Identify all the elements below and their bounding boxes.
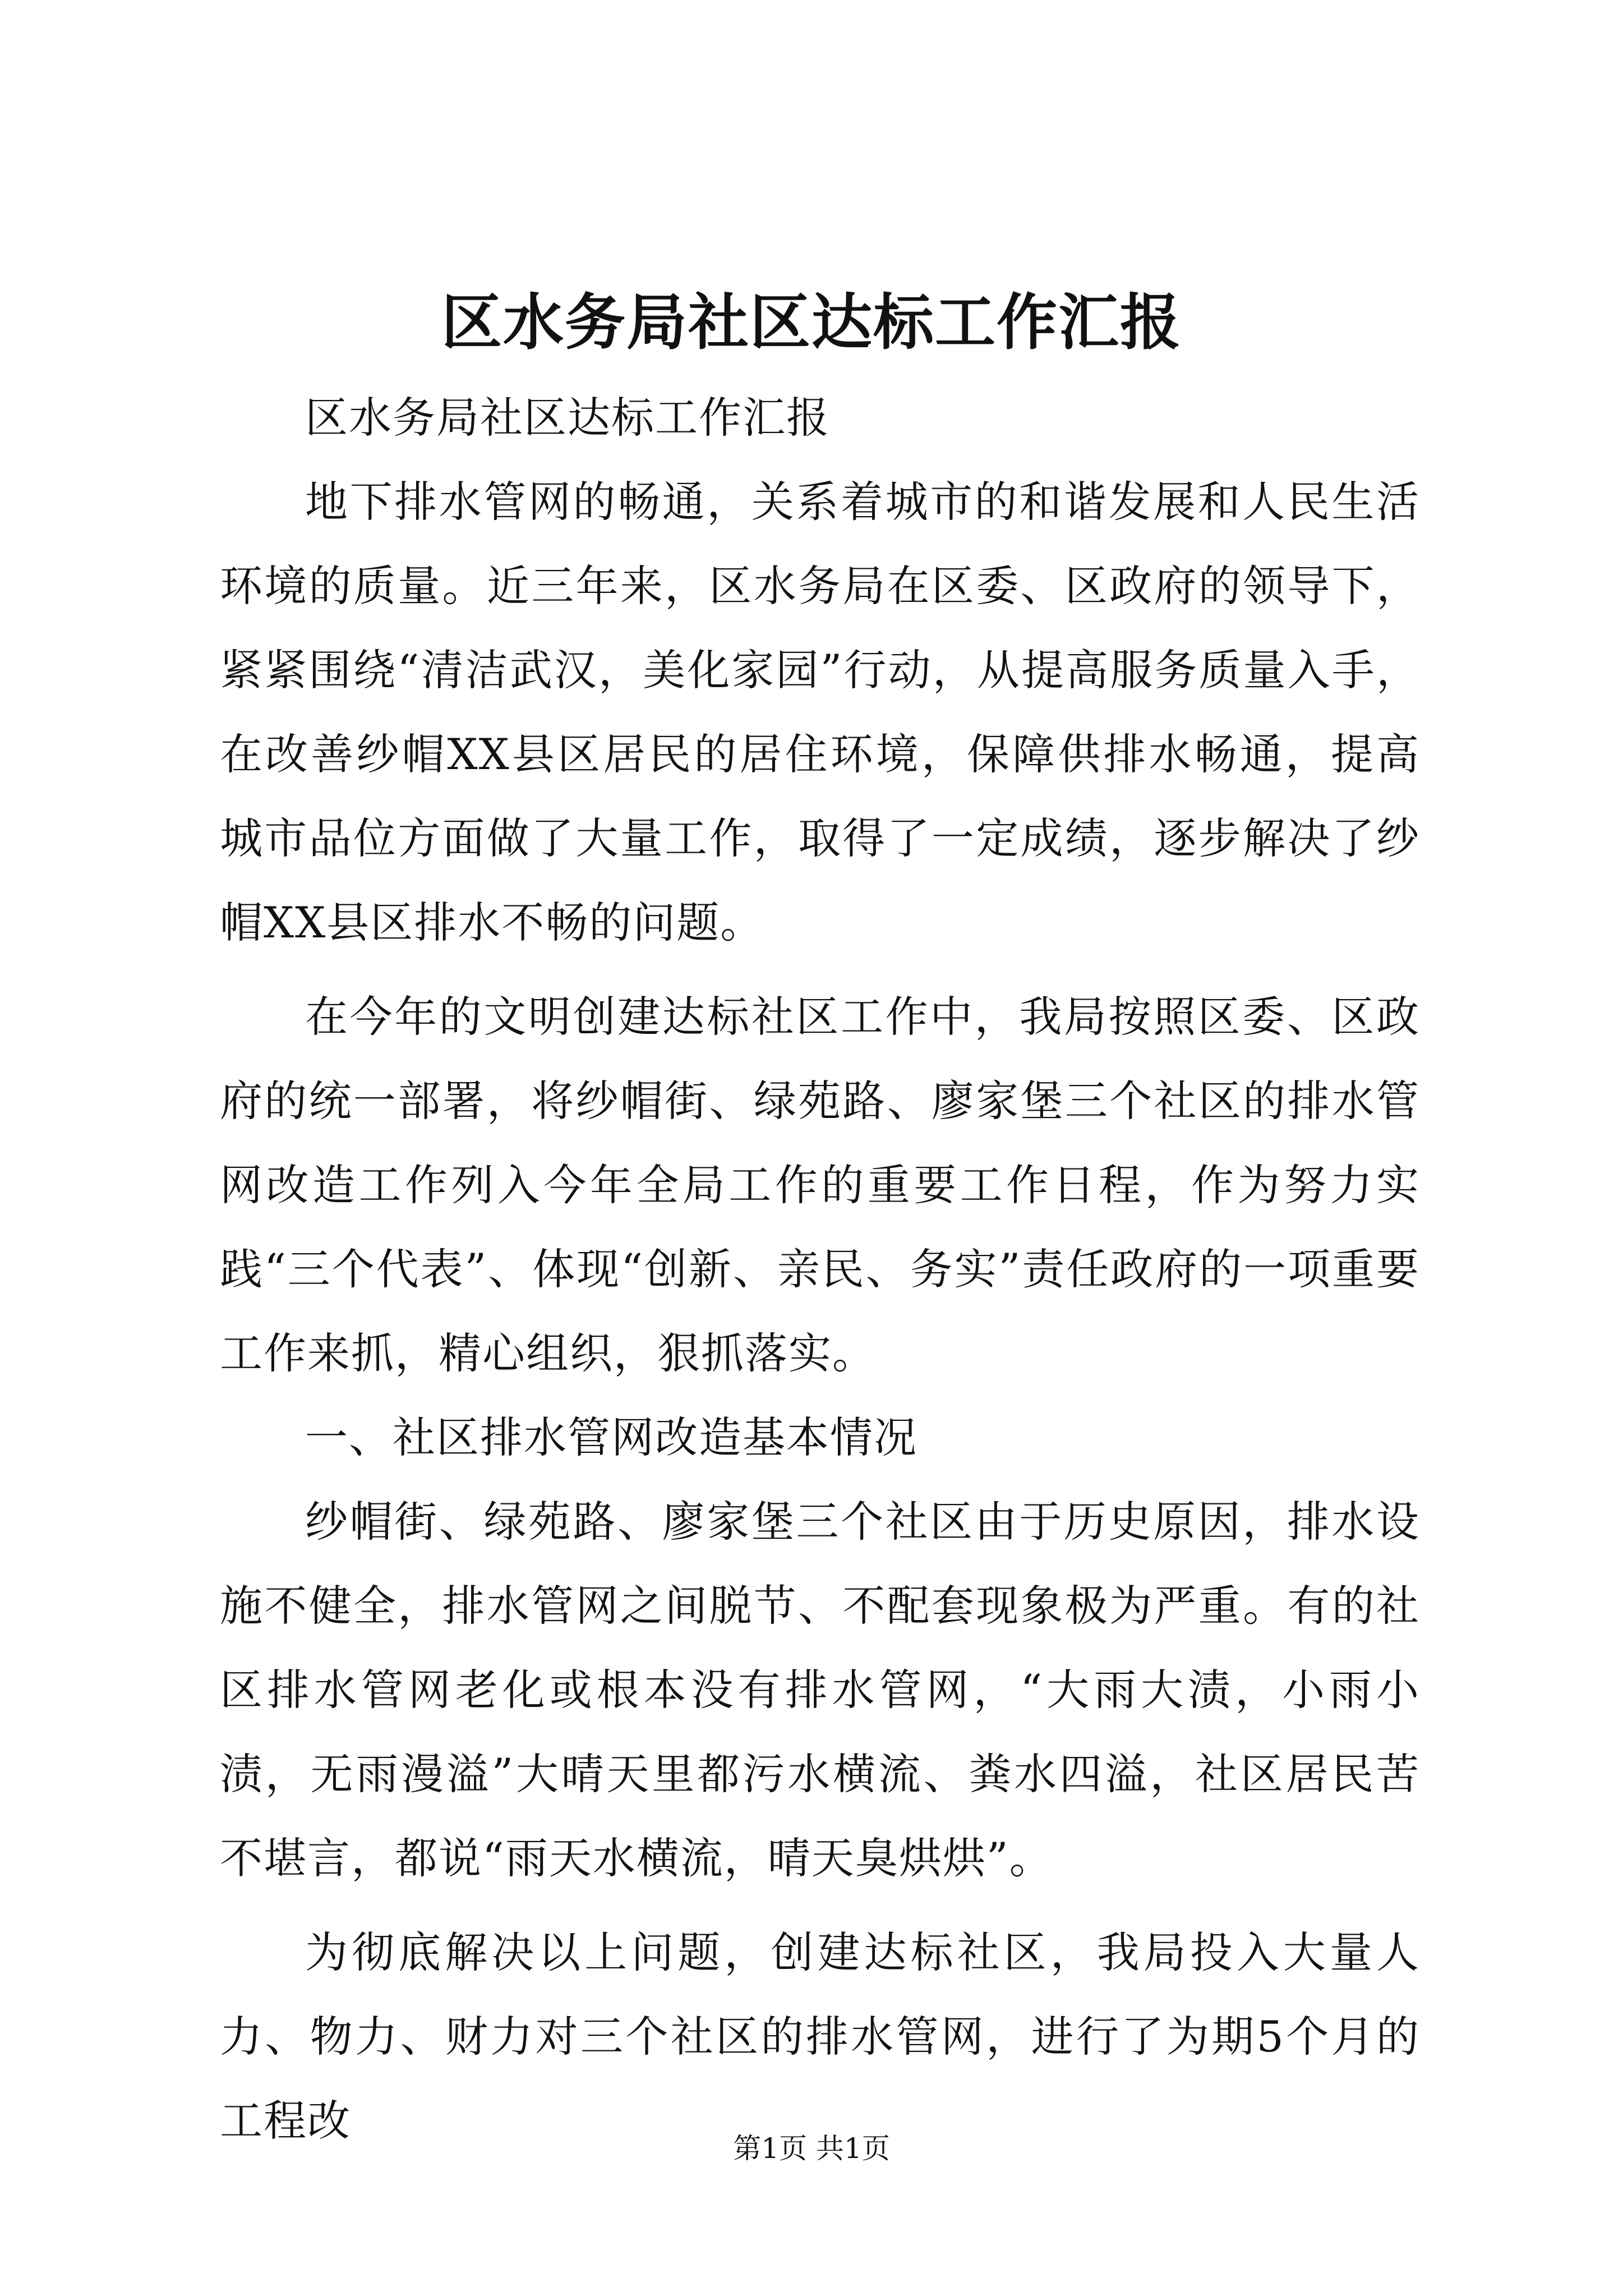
paragraph-deployment: 在今年的文明创建达标社区工作中，我局按照区委、区政府的统一部署，将纱帽街、绿苑路、廖家堡三个社区的排水管网改造工作列入今年全局工作的重要工作日程，作为努力实践“三个代表”、体现“创新、亲民、务实”责任政府的一项重要工作来抓，精心组织，狠抓落实。 xyxy=(220,992,1420,1378)
document-title: 区水务局社区达标工作汇报 xyxy=(441,287,1182,358)
page-footer xyxy=(0,2129,1623,2168)
paragraph-intro: 地下排水管网的畅通，关系着城市的和谐发展和人民生活环境的质量。近三年来，区水务局在区委、区政府的领导下，紧紧围绕“清洁武汉，美化家园”行动，从提高服务质量入手，在改善纱帽XX县区居民的居住环境，保障供排水畅通，提高城市品位方面做了大量工作，取得了一定成绩，逐步解决了纱帽XX县区排水不畅的问题。 xyxy=(220,477,1420,947)
paragraph-subtitle: 区水务局社区达标工作汇报 xyxy=(305,393,830,443)
paragraph-situation: 纱帽街、绿苑路、廖家堡三个社区由于历史原因，排水设施不健全，排水管网之间脱节、不配套现象极为严重。有的社区排水管网老化或根本没有排水管网，“大雨大渍，小雨小渍，无雨漫溢”大晴天里都污水横流、粪水四溢，社区居民苦不堪言，都说“雨天水横流，晴天臭烘烘”。 xyxy=(220,1497,1420,1883)
section-heading: 一、社区排水管网改造基本情况 xyxy=(305,1412,917,1462)
paragraph-measures: 为彻底解决以上问题，创建达标社区，我局投入大量人力、物力、财力对三个社区的排水管网，进行了为期5个月的工程改 xyxy=(220,1927,1420,2146)
document-body xyxy=(220,376,1420,2163)
page-total: 共1页 xyxy=(815,2132,890,2165)
page-number: 第1页 xyxy=(733,2132,808,2165)
